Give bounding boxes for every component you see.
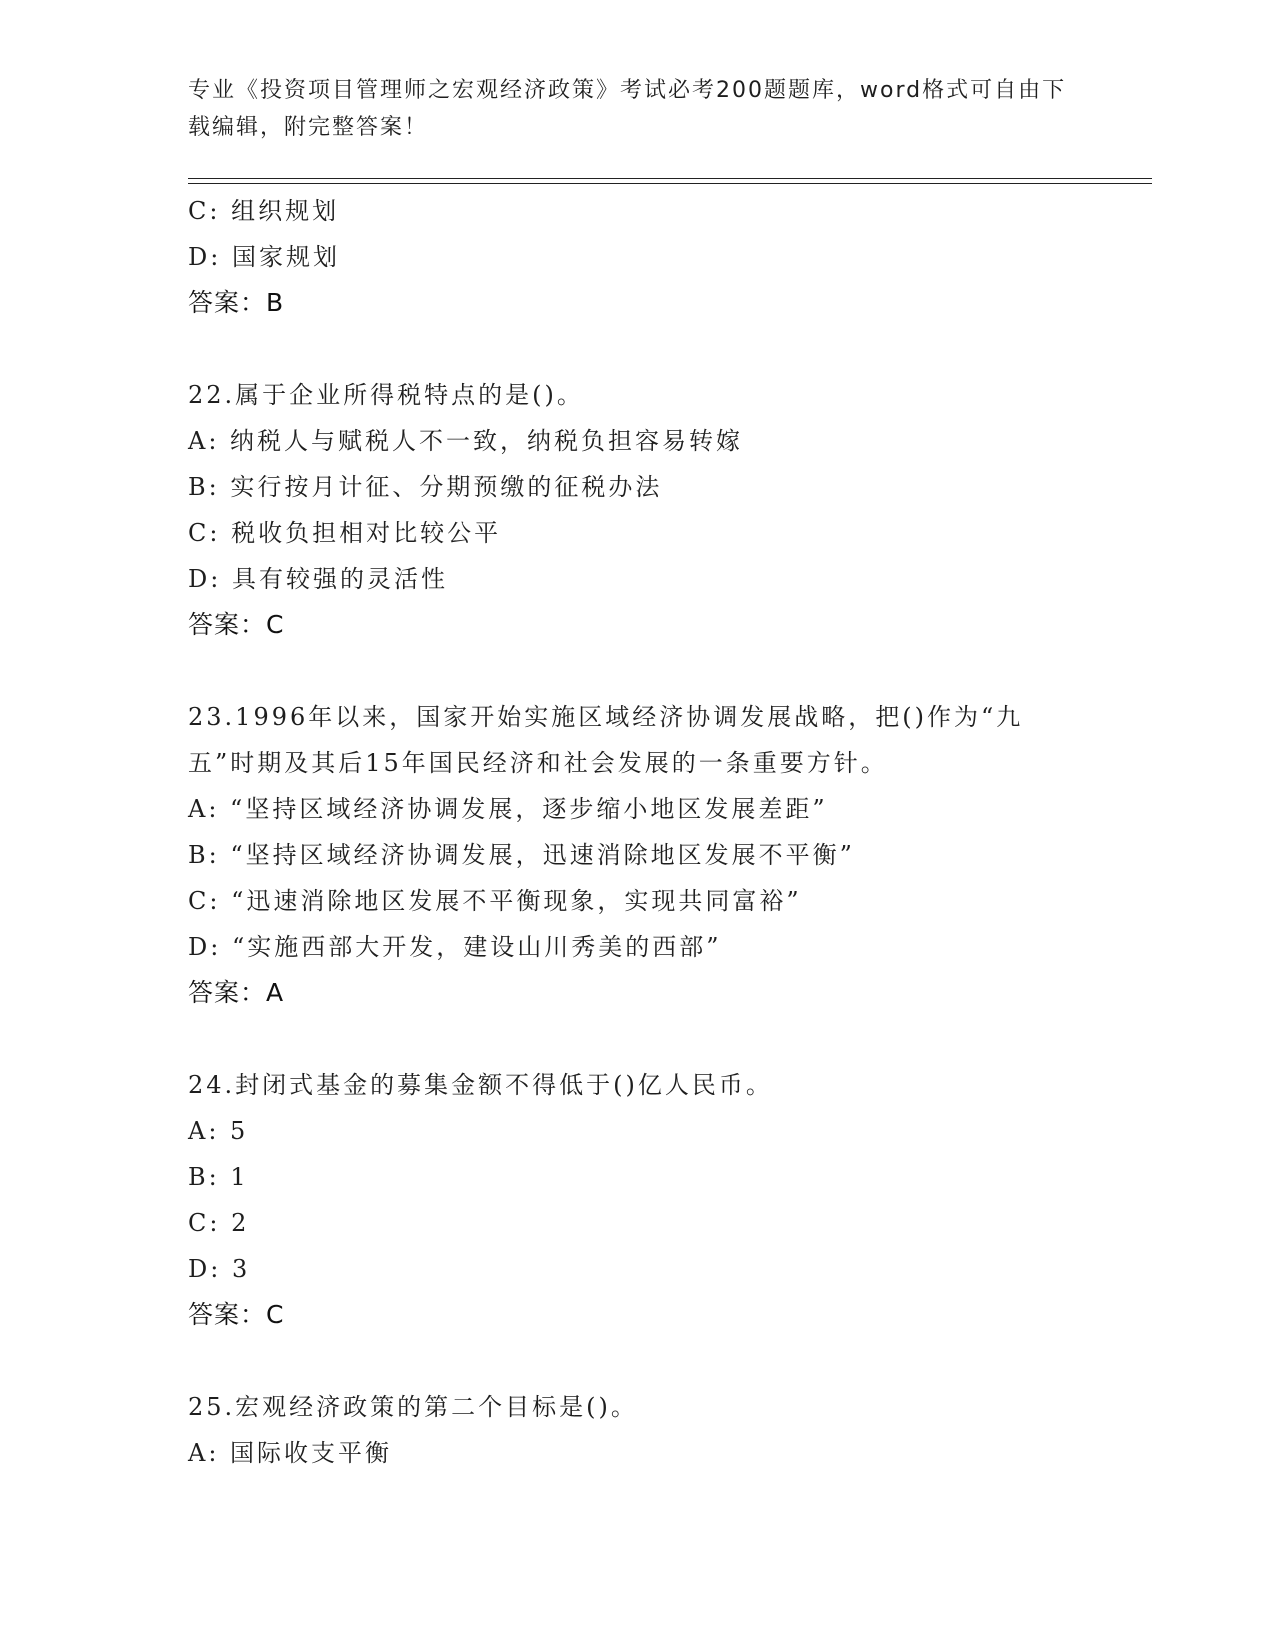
question-stem-line-1: 23.1996年以来，国家开始实施区域经济协调发展战略，把()作为“九 — [188, 703, 1024, 731]
option-b: B: “坚持区域经济协调发展，迅速消除地区发展不平衡” — [188, 841, 855, 869]
document-header: 专业《投资项目管理师之宏观经济政策》考试必考200题题库，word格式可自由下载编辑，附完整答案！ — [188, 78, 1067, 140]
answer: 答案：C — [188, 1300, 285, 1329]
option-d: D: 具有较强的灵活性 — [188, 565, 448, 593]
option-a: A: 5 — [188, 1117, 249, 1145]
header-divider-top — [188, 178, 1152, 179]
option-d: D: 国家规划 — [188, 243, 340, 271]
question-22 — [188, 372, 1148, 648]
question-stem: 22.属于企业所得税特点的是()。 — [188, 381, 584, 409]
question-stem-line-2: 五”时期及其后15年国民经济和社会发展的一条重要方针。 — [188, 749, 888, 777]
question-25 — [188, 1384, 1148, 1476]
option-a: A: 国际收支平衡 — [188, 1439, 393, 1467]
option-a: A: 纳税人与赋税人不一致，纳税负担容易转嫁 — [188, 427, 744, 455]
answer: 答案：B — [188, 288, 285, 317]
option-a: A: “坚持区域经济协调发展，逐步缩小地区发展差距” — [188, 795, 828, 823]
option-d: D: “实施西部大开发，建设山川秀美的西部” — [188, 933, 722, 961]
option-c: C: 2 — [188, 1209, 250, 1237]
question-list — [188, 188, 1148, 1476]
option-c: C: 组织规划 — [188, 197, 340, 225]
answer: 答案：C — [188, 610, 285, 639]
option-b: B: 实行按月计征、分期预缴的征税办法 — [188, 473, 663, 501]
option-d: D: 3 — [188, 1255, 251, 1283]
question-stem: 25.宏观经济政策的第二个目标是()。 — [188, 1393, 638, 1421]
option-b: B: 1 — [188, 1163, 249, 1191]
question-21-continued — [188, 188, 1148, 326]
option-c: C: 税收负担相对比较公平 — [188, 519, 502, 547]
option-c: C: “迅速消除地区发展不平衡现象，实现共同富裕” — [188, 887, 802, 915]
question-23 — [188, 694, 1148, 1016]
question-24 — [188, 1062, 1148, 1338]
header-divider-bottom — [188, 183, 1152, 184]
question-stem: 24.封闭式基金的募集金额不得低于()亿人民币。 — [188, 1071, 773, 1099]
answer: 答案：A — [188, 978, 285, 1007]
